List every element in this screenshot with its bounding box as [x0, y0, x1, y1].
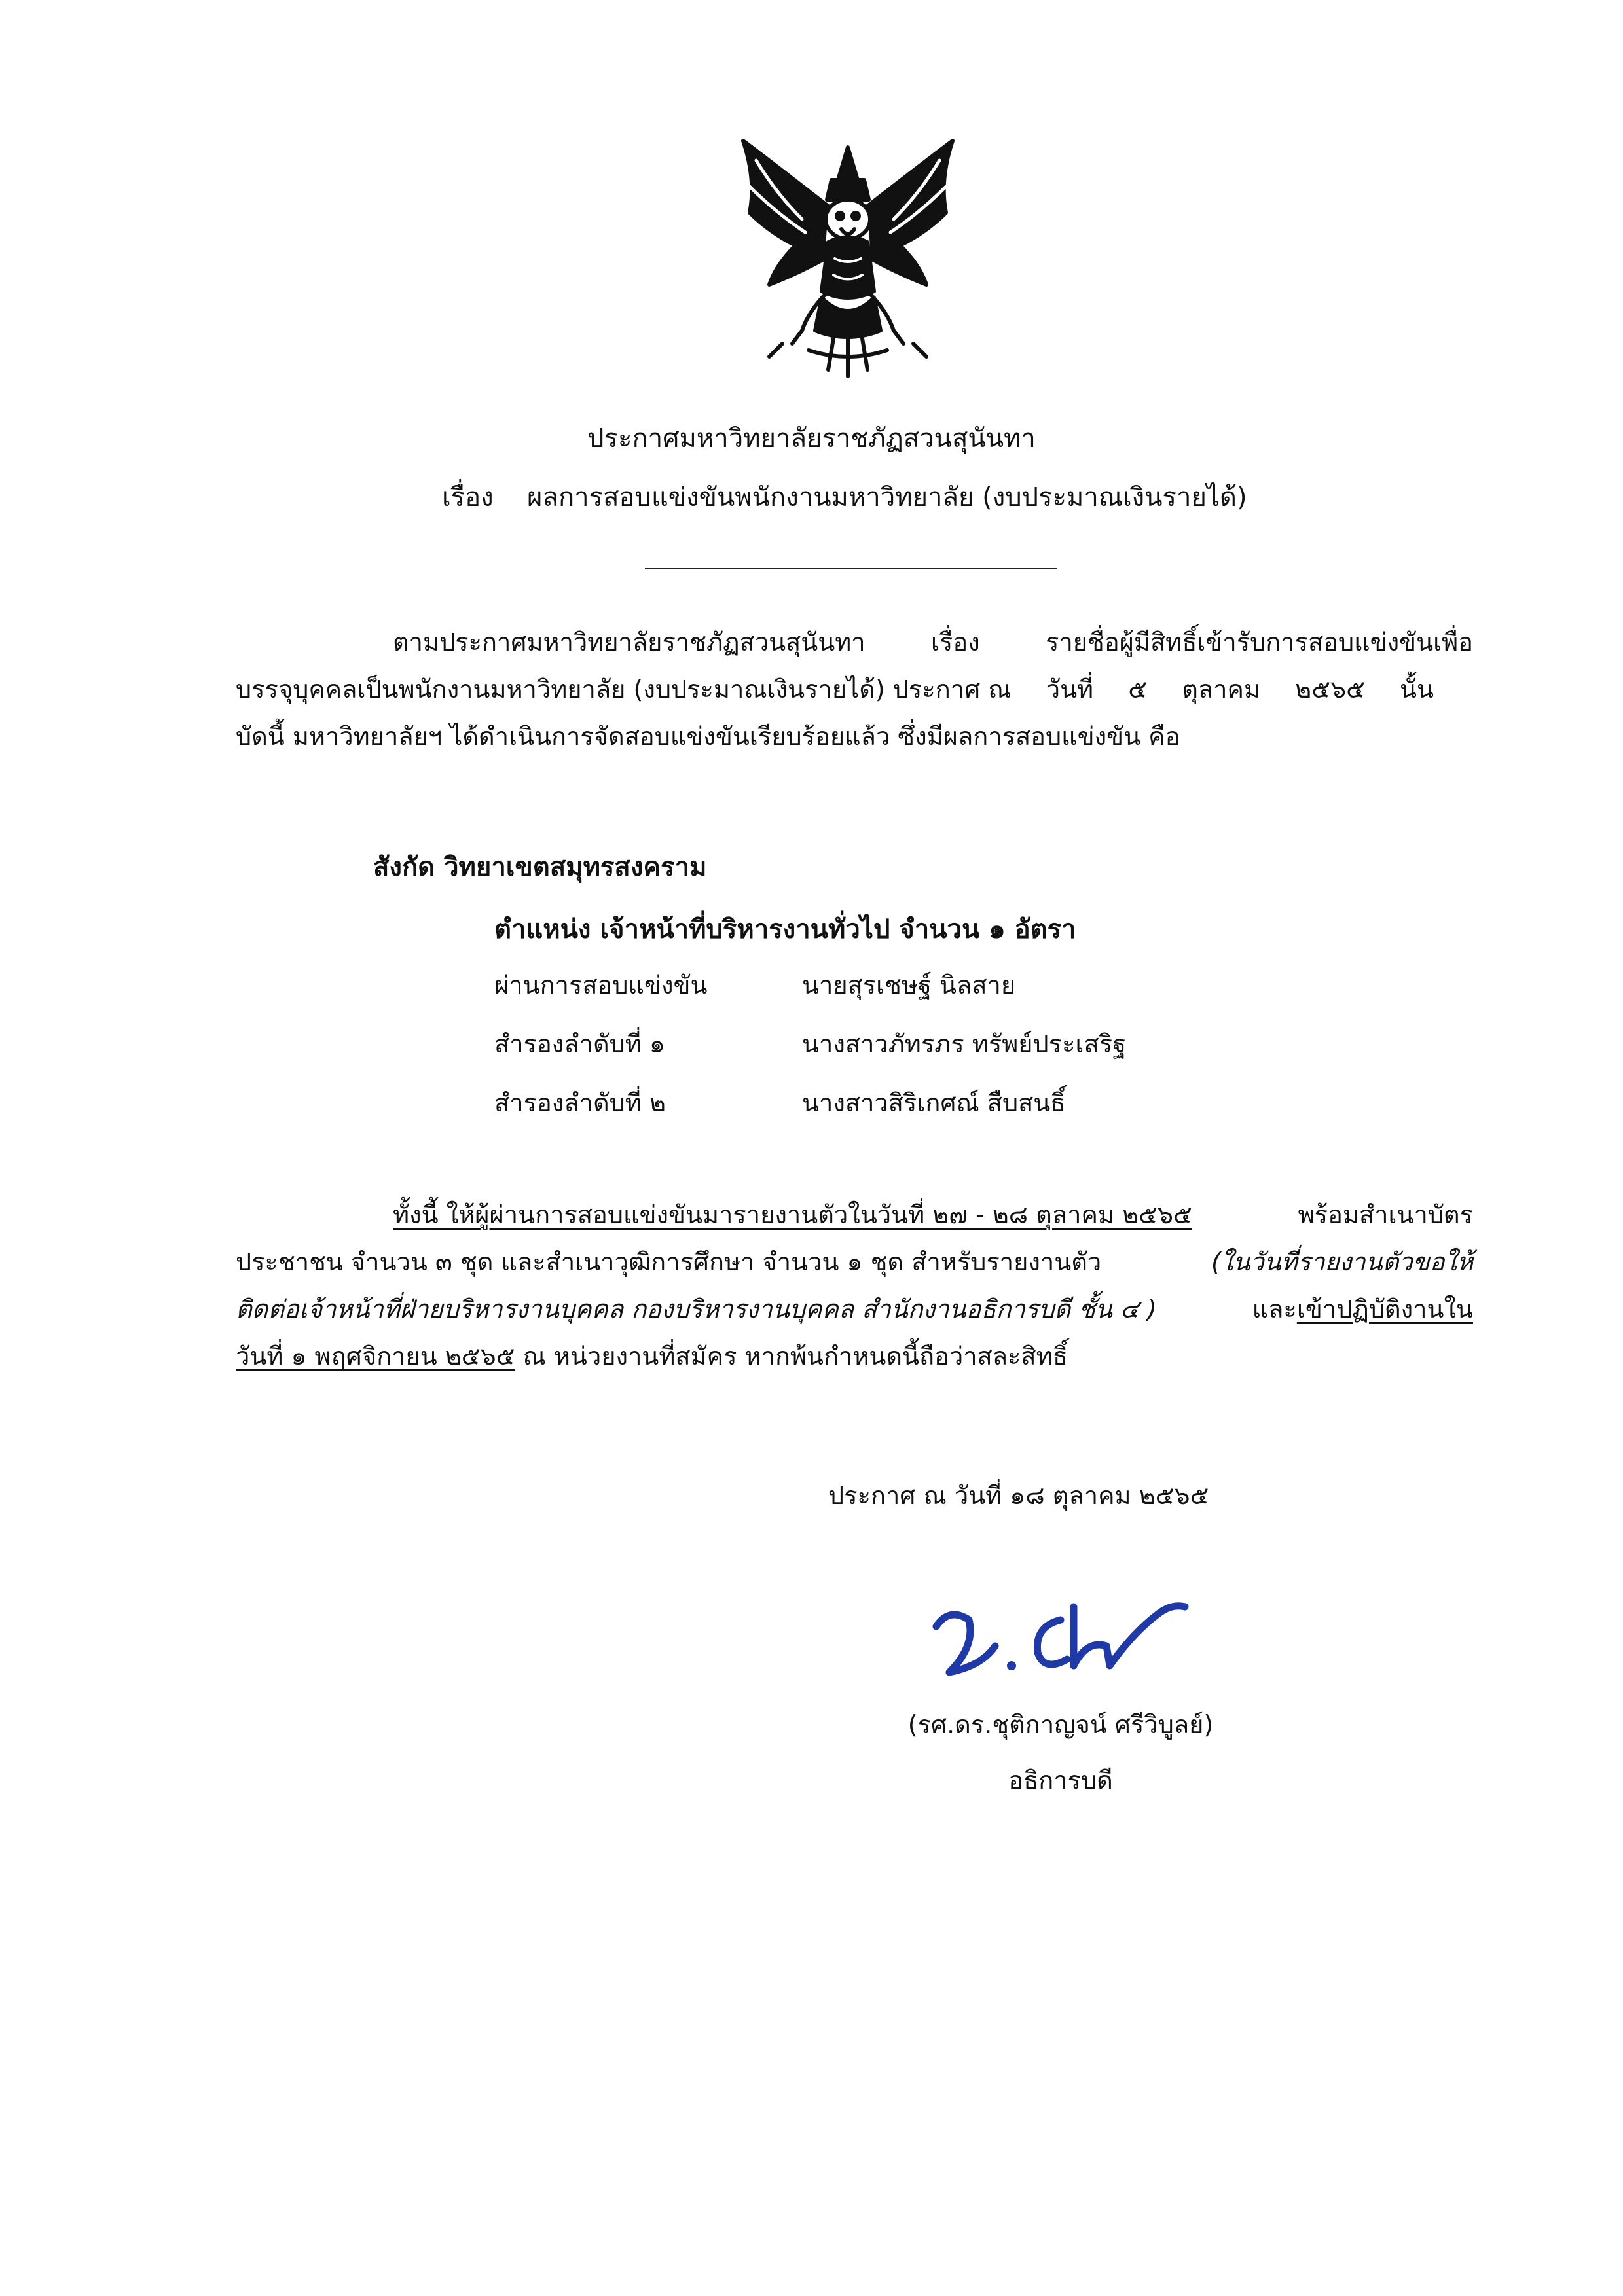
position-heading: ตำแหน่ง เจ้าหน้าที่บริหารงานทั่วไป จำนวน ๑ อัตรา [494, 914, 1076, 944]
notice-paragraph [236, 1191, 1473, 1380]
garuda-emblem-icon [730, 134, 966, 389]
subject-text: ผลการสอบแข่งขันพนักงานมหาวิทยาลัย (งบประมาณเงินรายได้) [527, 482, 1247, 512]
intro-text: รายชื่อผู้มีสิทธิ์เข้ารับการสอบแข่งขันเพื่อ [1046, 628, 1473, 656]
subject-line [442, 478, 1247, 517]
notice-text: วันที่ ๑ พฤศจิกายน ๒๕๖๕ [236, 1342, 515, 1371]
result-name: นางสาวสิริเกศณ์ สืบสนธิ์ [802, 1088, 1066, 1117]
announcement-date: ประกาศ ณ วันที่ ๑๘ ตุลาคม ๒๕๖๕ [828, 1481, 1209, 1510]
result-label: สำรองลำดับที่ ๑ [494, 1030, 665, 1058]
notice-text: (ในวันที่รายงานตัวขอให้ [1211, 1247, 1473, 1276]
notice-text: ณ หน่วยงานที่สมัคร หากพ้นกำหนดนี้ถือว่าสละสิทธิ์ [522, 1342, 1068, 1371]
notice-text: เข้าปฏิบัติงานใน [1296, 1295, 1473, 1323]
intro-text: นั้น [1400, 675, 1434, 704]
subject-label: เรื่อง [442, 482, 494, 512]
notice-text: ทั้งนี้ ให้ผู้ผ่านการสอบแข่งขันมารายงานตัวในวันที่ ๒๗ - ๒๘ ตุลาคม ๒๕๖๕ [393, 1200, 1192, 1229]
notice-text: ประชาชน จำนวน ๓ ชุด และสำเนาวุฒิการศึกษา จำนวน ๑ ชุด สำหรับรายงานตัว [236, 1247, 1102, 1276]
result-row [494, 1024, 1126, 1064]
intro-text: บรรจุบุคคลเป็นพนักงานมหาวิทยาลัย (งบประมาณเงินรายได้) ประกาศ ณ [236, 675, 1012, 704]
result-row [494, 1083, 1065, 1122]
intro-text: ตุลาคม [1182, 675, 1260, 704]
intro-text: ๒๕๖๕ [1295, 675, 1365, 704]
signer-title: อธิการบดี [1008, 1766, 1113, 1795]
intro-text: เรื่อง [930, 628, 980, 656]
result-label: ผ่านการสอบแข่งขัน [494, 971, 708, 999]
title-divider [645, 568, 1057, 569]
notice-text: และ [1252, 1295, 1297, 1323]
intro-text: ๕ [1128, 675, 1148, 704]
result-name: นายสุรเชษฐ์ นิลสาย [802, 971, 1016, 999]
affiliation-heading: สังกัด วิทยาเขตสมุทรสงคราม [373, 852, 707, 882]
result-label: สำรองลำดับที่ ๒ [494, 1088, 666, 1117]
intro-text: ตามประกาศมหาวิทยาลัยราชภัฏสวนสุนันทา [393, 628, 866, 656]
handwritten-signature [910, 1568, 1205, 1698]
result-row [494, 965, 1015, 1005]
document-title: ประกาศมหาวิทยาลัยราชภัฏสวนสุนันทา [587, 423, 1036, 454]
notice-text: ติดต่อเจ้าหน้าที่ฝ่ายบริหารงานบุคคล กองบริหารงานบุคคล สำนักงานอธิการบดี ชั้น ๔ ) [236, 1295, 1157, 1323]
intro-text: วันที่ [1046, 675, 1094, 704]
notice-text: พร้อมสำเนาบัตร [1298, 1200, 1473, 1229]
signer-name: (รศ.ดร.ชุติกาญจน์ ศรีวิบูลย์) [907, 1710, 1214, 1739]
result-name: นางสาวภัทรภร ทรัพย์ประเสริฐ [802, 1030, 1127, 1058]
intro-paragraph [236, 619, 1473, 760]
intro-text: บัดนี้ มหาวิทยาลัยฯ ได้ดำเนินการจัดสอบแข่งขันเรียบร้อยแล้ว ซึ่งมีผลการสอบแข่งขัน คือ [236, 722, 1180, 751]
